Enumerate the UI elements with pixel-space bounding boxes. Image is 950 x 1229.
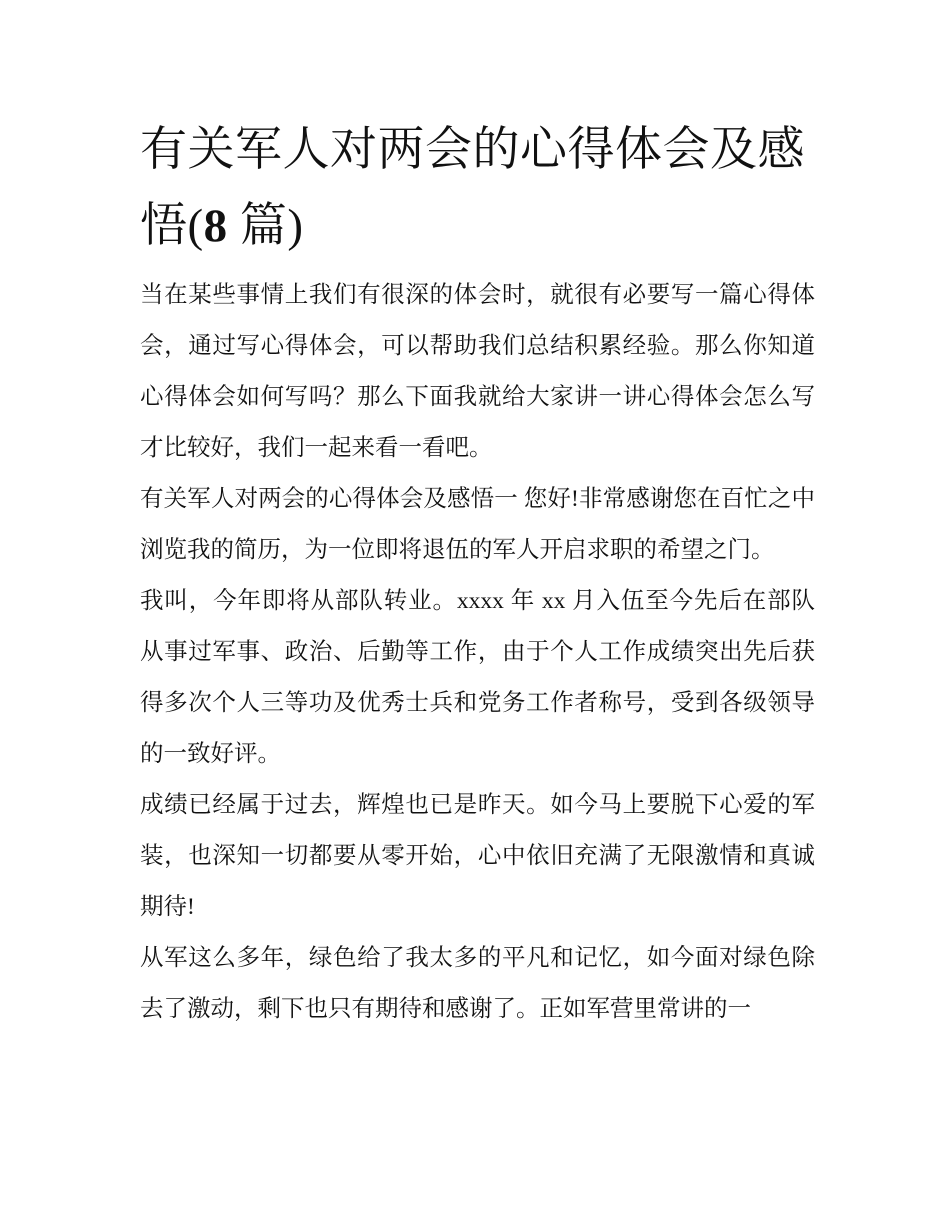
paragraph-2: 我叫，今年即将从部队转业。xxxx 年 xx 月入伍至今先后在部队从事过军事、政治、后勤等工作，由于个人工作成绩突出先后获得多次个人三等功及优秀士兵和党务工作者称号，受到各级领导的一致好评。 <box>140 588 815 767</box>
title-suffix: 篇) <box>227 200 304 252</box>
paragraph-4: 从军这么多年，绿色给了我太多的平凡和记忆，如今面对绿色除去了激动，剩下也只有期待和感谢了。正如军营里常讲的一 <box>140 945 815 1022</box>
paragraph-intro: 当在某些事情上我们有很深的体会时，就很有必要写一篇心得体会，通过写心得体会，可以帮助我们总结积累经验。那么你知道心得体会如何写吗？那么下面我就给大家讲一讲心得体会怎么写才比较好，我们一起来看一看吧。 <box>140 282 815 461</box>
title-number: 8 <box>203 200 228 252</box>
paragraph-3: 成绩已经属于过去，辉煌也已是昨天。如今马上要脱下心爱的军装，也深知一切都要从零开始，心中依旧充满了无限激情和真诚期待! <box>140 792 815 920</box>
document-title <box>140 112 815 264</box>
paragraph-1: 有关军人对两会的心得体会及感悟一 您好!非常感谢您在百忙之中浏览我的简历，为一位即将退伍的军人开启求职的希望之门。 <box>140 486 815 563</box>
document-content <box>140 112 815 1035</box>
title-text: 有关军人对两会的心得体会及感悟( <box>140 124 805 252</box>
